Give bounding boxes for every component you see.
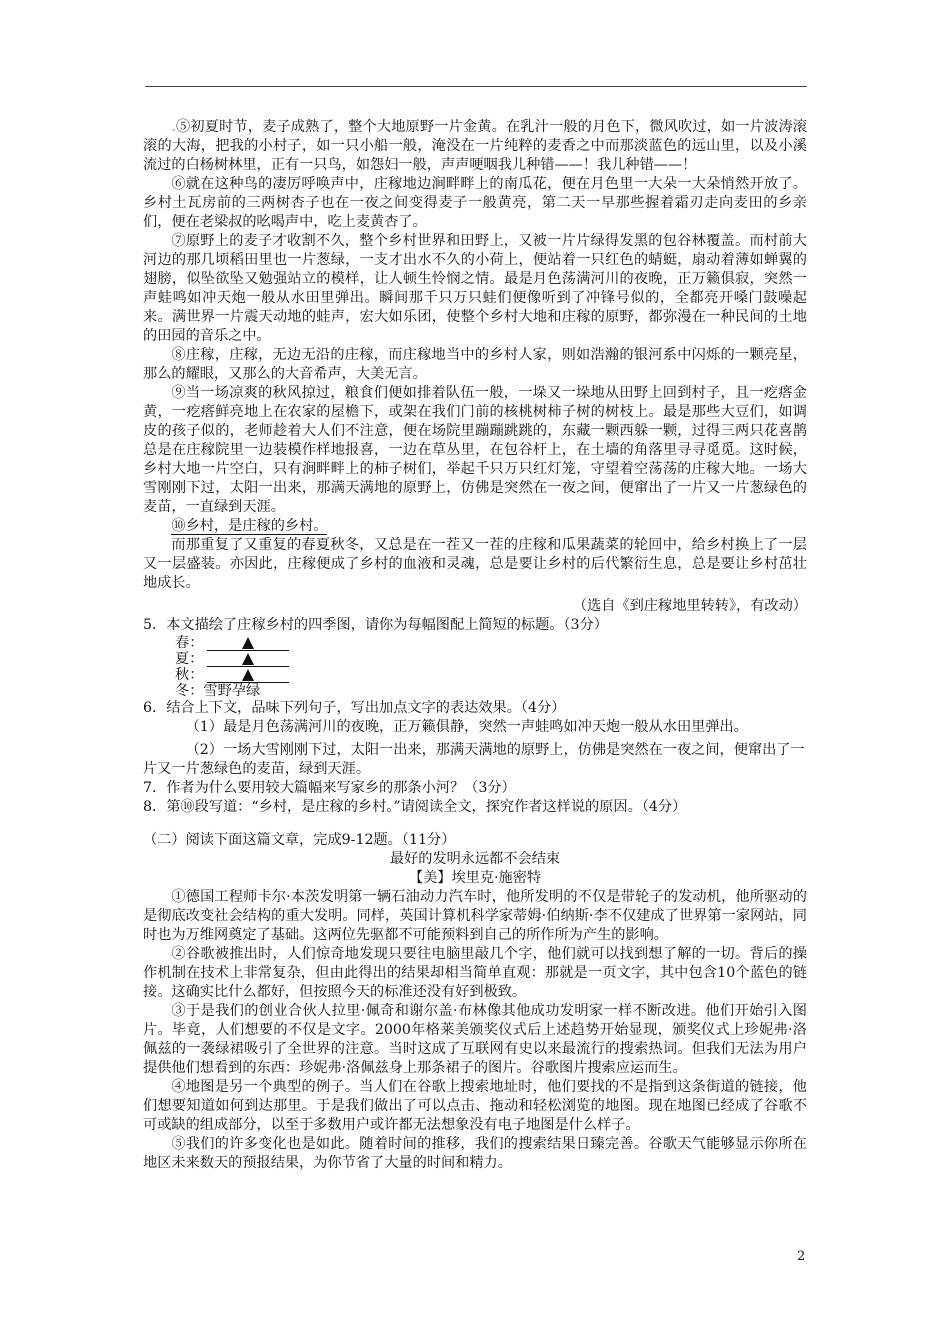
paragraph-8: ⑧庄稼，庄稼，无边无沿的庄稼，而庄稼地当中的乡村人家，则如浩瀚的银河系中闪烁的一颗亮星，那么的耀眼，又那么的大音希声，大美无言。 [143, 347, 807, 382]
paragraph-5: .⑤初夏时节，麦子成熟了，整个大地原野一片金黄。在乳汁一般的月色下，微风吹过，如一片波涛滚滚的大海，把我的小村子，如一只小船一般，淹没在一片纯粹的麦香之中而那淡蓝色的远山里，以及小溪流过的白杨树林里，正有一只鸟，如怨妇一般，声声哽咽我儿种错——！我儿种错——！ [143, 119, 807, 173]
paragraph-mark: . [171, 119, 176, 135]
article-paragraph-4: ④地图是另一个典型的例子。当人们在谷歌上搜索地址时，他们要找的不是指到这条街道的链接，他们想要知道如何到达那里。于是我们做出了可以点击、拖动和轻松浏览的地图。现在地图已经成了谷歌不可或缺的组成部分，以至于多数用户或许都无法想象没有电子地图是什么样子。 [143, 1079, 807, 1133]
source-note: （选自《到庄稼地里转转》，有改动） [572, 598, 807, 614]
question-7: 7．作者为什么要用较大篇幅来写家乡的那条小河？（3分） [143, 780, 516, 796]
answer-row-autumn: 秋： [143, 667, 807, 683]
triangle-icon [242, 637, 254, 649]
paragraph-11: 而那重复了又重复的春夏秋冬，又总是在一茬又一茬的庄稼和瓜果蔬菜的轮回中，给乡村换上了一层又一层盛装。亦因此，庄稼便成了乡村的血液和灵魂，总是要让乡村的后代繁衍生息，总是要让乡村茁壮地成长。 [143, 537, 807, 591]
page-content [143, 118, 807, 1173]
paragraph-7: ⑦原野上的麦子才收割不久，整个乡村世界和田野上，又被一片片绿得发黑的包谷林覆盖。而村前大河边的那几顷稻田里也一片葱绿，一支才出水不久的小荷上，便站着一只红色的蜻蜓，扇动着薄如蝉翼的翅膀，似坠欲坠又勉强站立的模样，让人顿生怜悯之情。最是月色荡满河川的夜晚，正万籁俱寂，突然一声蛙鸣如冲天炮一般从水田里弹出。瞬间那千只万只蛙们便像听到了冲锋号似的，全都亮开嗓门鼓噪起来。满世界一片震天动地的蛙声，宏大如乐团，使整个乡村大地和庄稼的原野，都弥漫在一种民间的土地的田园的音乐之中。 [143, 233, 807, 344]
article-author: 【美】埃里克·施密特 [408, 870, 542, 886]
paragraph-9: ⑨当一场凉爽的秋风掠过，粮食们便如排着队伍一般，一垛又一垛地从田野上回到村子，且一疙瘩金黄，一疙瘩鲜亮地上在农家的屋檐下，或架在我们门前的核桃树柿子树的树枝上。最是那些大豆们，如调皮的孩子似的，老师趁着大人们不注意，便在场院里蹦蹦跳跳的，东藏一颗西躲一颗，过得三两只花喜鹊总是在庄稼院里一边装模作样地报喜，一边在草丛里，在包谷杆上，在土墙的角落里寻寻觅觅。这时候，乡村大地一片空白，只有涧畔畔上的柿子树们，举起千只万只红灯笼，守望着空荡荡的庄稼大地。一场大雪刚刚下过，太阳一出来，那满天满地的原野上，仿佛是突然在一夜之间，便窜出了一片又一片葱绿色的麦苗，一直绿到天涯。 [143, 385, 807, 515]
answer-row-winter: 冬：雪野孕绿 [175, 683, 261, 699]
article-paragraph-3: ③于是我们的创业合伙人拉里·佩奇和谢尔盖·布林像其他成功发明家一样不断改进。他们开始引入图片。毕竟，人们想要的不仅是文字。2000年格莱美颁奖仪式后上述趋势开始显现，颁奖仪式上珍妮弗·洛佩兹的一袭绿裙吸引了全世界的注意。当时这成了互联网有史以来最流行的搜索热词。但我们无法为用户提供他们想看到的东西：珍妮弗·洛佩兹身上那条裙子的图片。谷歌图片搜索应运而生。 [143, 1003, 807, 1076]
section-heading: （二）阅读下面这篇文章，完成9-12题。（11分） [143, 832, 456, 848]
header-rule [145, 86, 807, 87]
question-6-1: （1）最是月色荡满河川的夜晚，正万籁俱静，突然一声蛙鸣如冲天炮一般从水田里弹出。 [185, 719, 748, 735]
article-paragraph-5: ⑤我们的许多变化也是如此。随着时间的推移，我们的搜索结果日臻完善。谷歌天气能够显示你所在地区未来数天的预报结果，为你节省了大量的时间和精力。 [143, 1136, 807, 1171]
article-paragraph-1: ①德国工程师卡尔·本茨发明第一辆石油动力汽车时，他所发明的不仅是带轮子的发动机，他所驱动的是彻底改变社会结构的重大发明。同样，英国计算机科学家蒂姆·伯纳斯·李不仅建成了世界第一家网站，同时也为万维网奠定了基础。这两位先驱都不可能预料到自己的所作所为产生的影响。 [143, 889, 807, 943]
answer-blank[interactable] [207, 636, 289, 651]
article-title: 最好的发明永远都不会结束 [389, 851, 561, 867]
answer-row-spring: 春： [143, 635, 807, 651]
question-8: 8．第⑩段写道：“乡村，是庄稼的乡村。”请阅读全文，探究作者这样说的原因。（4分） [143, 799, 687, 815]
question-6-2: （2）一场大雪刚刚下过，太阳一出来，那满天满地的原野上，仿佛是突然在一夜之间，便窜出了一片又一片葱绿色的麦苗，绿到天涯。 [143, 742, 805, 777]
article-paragraph-2: ②谷歌被推出时，人们惊奇地发现只要往电脑里敲几个字，他们就可以找到想了解的一切。背后的操作机制在技术上非常复杂，但由此得出的结果却相当简单直观：那就是一页文字，其中包含10个蓝色的链接。这确实比什么都好，但按照今天的标准还没有好到极致。 [143, 946, 807, 1000]
triangle-icon [242, 669, 254, 681]
answer-blank[interactable] [207, 668, 289, 683]
paragraph-6: ⑥就在这种鸟的凄厉呼唤声中，庄稼地边涧畔畔上的南瓜花，便在月色里一大朵一大朵悄然开放了。乡村土瓦房前的三两树杏子也在一夜之间变得麦子一般黄亮，第二天一早那些握着霜刃走向麦田的乡亲们，便在老梁叔的吆喝声中，吃上麦黄杏了。 [143, 176, 807, 230]
triangle-icon [242, 653, 254, 665]
answer-blank[interactable] [207, 652, 289, 667]
page-number: 2 [797, 1249, 806, 1264]
question-5: 5．本文描绘了庄稼乡村的四季图，请你为每幅图配上简短的标题。（3分） [143, 617, 608, 633]
answer-row-summer: 夏： [143, 651, 807, 667]
question-6: 6．结合上下文，品味下列句子，写出加点文字的表达效果。（4分） [143, 700, 566, 716]
paragraph-10: ⑩乡村，是庄稼的乡村。 [171, 518, 328, 534]
